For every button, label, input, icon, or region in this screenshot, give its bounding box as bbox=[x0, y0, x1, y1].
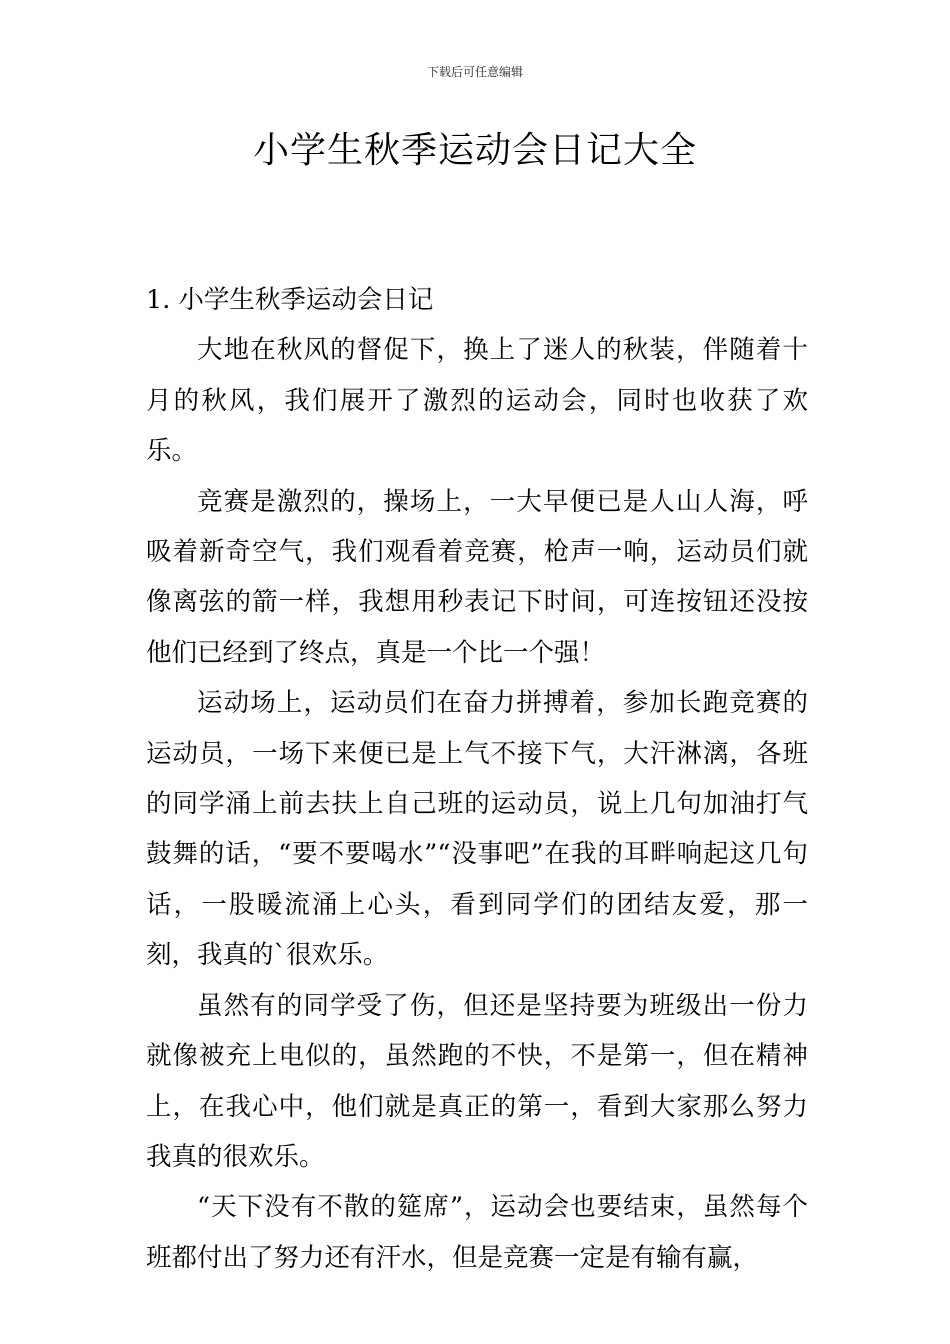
document-title: 小学生秋季运动会日记大全 bbox=[252, 130, 697, 171]
paragraph: “天下没有不散的筵席”，运动会也要结束，虽然每个班都付出了努力还有汗水，但是竞赛一定是有输有赢， bbox=[146, 1192, 808, 1273]
section-heading: 1. 小学生秋季运动会日记 bbox=[146, 285, 434, 315]
paragraph: 大地在秋风的督促下，换上了迷人的秋装，伴随着十月的秋风，我们展开了激烈的运动会，同时也收获了欢乐。 bbox=[146, 335, 808, 467]
header-note: 下载后可任意编辑 bbox=[426, 65, 523, 79]
paragraph: 虽然有的同学受了伤，但还是坚持要为班级出一份力就像被充上电似的，虽然跑的不快，不是第一，但在精神上，在我心中，他们就是真正的第一，看到大家那么努力我真的很欢乐。 bbox=[146, 990, 808, 1172]
document-body bbox=[146, 275, 808, 1283]
paragraph: 运动场上，运动员们在奋力拼搏着，参加长跑竞赛的运动员，一场下来便已是上气不接下气，大汗淋漓，各班的同学涌上前去扶上自己班的运动员，说上几句加油打气鼓舞的话，“要不要喝水”“没事吧”在我的耳畔响起这几句话，一股暖流涌上心头，看到同学们的团结友爱，那一刻，我真的`很欢乐。 bbox=[146, 688, 808, 971]
paragraph: 竞赛是激烈的，操场上，一大早便已是人山人海，呼吸着新奇空气，我们观看着竞赛，枪声一响，运动员们就像离弦的箭一样，我想用秒表记下时间，可连按钮还没按他们已经到了终点，真是一个比一个强！ bbox=[146, 486, 808, 668]
